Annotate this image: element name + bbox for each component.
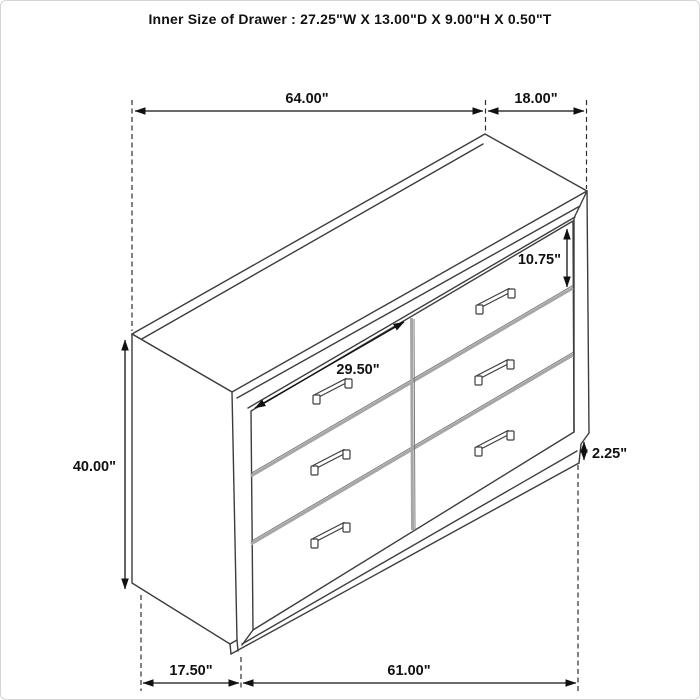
- dim-label-drawer-height: 10.75": [517, 252, 561, 268]
- dim-label-overall-height: 40.00": [72, 459, 116, 475]
- drawer-center-divider: [412, 318, 413, 530]
- dresser-dimension-diagram: [1, 1, 700, 700]
- dim-label-depth-top: 18.00": [514, 91, 558, 107]
- dim-base-height: [584, 442, 627, 462]
- dresser-drawing: [132, 134, 589, 654]
- dim-width-bottom: [243, 663, 576, 683]
- dim-label-width-bottom: 61.00": [387, 663, 431, 679]
- dim-width-top: [135, 91, 483, 111]
- dim-label-depth-bottom: 17.50": [169, 663, 213, 679]
- dim-label-base-height: 2.25": [592, 446, 628, 462]
- dim-depth-top: [488, 91, 584, 111]
- dim-depth-bottom: [143, 663, 239, 683]
- dim-label-width-top: 64.00": [285, 91, 329, 107]
- diagram-title: Inner Size of Drawer : 27.25"W X 13.00"D X 9.00"H X 0.50"T: [148, 11, 552, 27]
- dim-label-drawer-width: 29.50": [336, 362, 380, 378]
- dim-overall-height: [73, 340, 125, 589]
